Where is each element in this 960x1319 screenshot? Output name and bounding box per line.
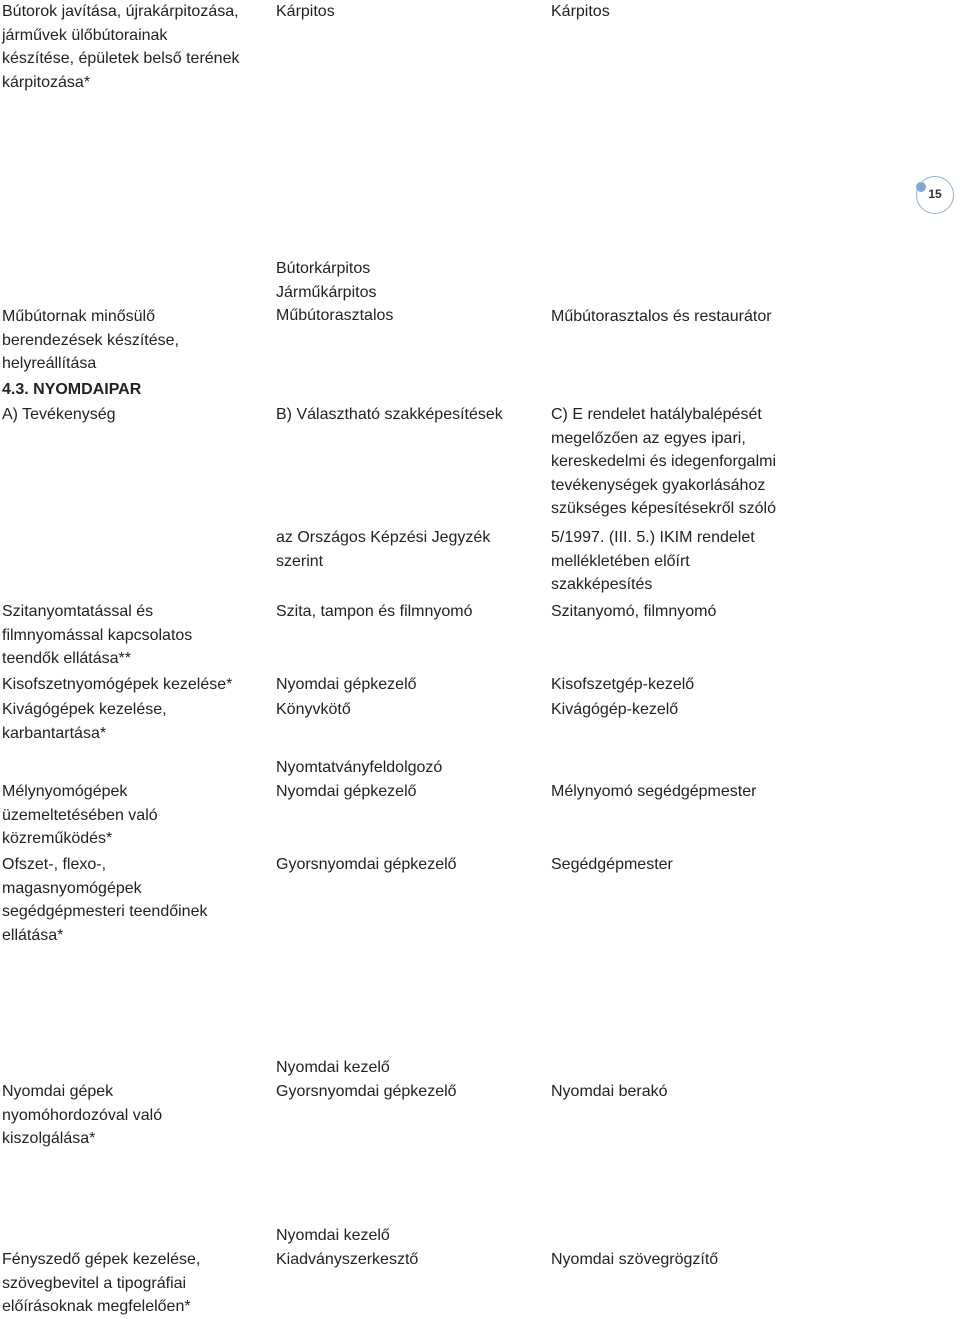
cell-line: szakképesítés [551, 576, 653, 593]
cell-line: Nyomdai gépek [2, 1083, 114, 1100]
table-cell-col1 [2, 673, 264, 697]
table-cell-col2 [276, 0, 538, 24]
cell-line: üzemeltetésében való [2, 806, 158, 824]
table-cell-col3 [551, 780, 951, 804]
cell-line: Bútorkárpitos [276, 260, 371, 277]
cell-line: helyreállítása [2, 355, 97, 372]
table-cell-col3 [551, 526, 951, 597]
cell-line: Szitanyomó, filmnyomó [551, 603, 717, 620]
cell-line: megelőzően az egyes ipari, [551, 429, 746, 447]
cell-line: segédgépmesteri teendőinek [2, 903, 208, 920]
table-cell-col1 [2, 305, 264, 376]
cell-line: Fényszedő gépek kezelése, [2, 1251, 201, 1268]
table-cell-col2 [276, 756, 538, 803]
cell-line: szükséges képesítésekről szóló [551, 500, 776, 517]
table-cell-col2 [276, 1056, 538, 1103]
table-cell-col2 [276, 257, 538, 328]
table-cell-col2 [276, 600, 538, 624]
cell-line: 5/1997. (III. 5.) IKIM rendelet [551, 529, 755, 546]
table-cell-col1 [2, 853, 264, 947]
table-cell-col2 [276, 1224, 538, 1271]
table-cell-col2 [276, 853, 538, 877]
cell-line: Szita, tampon és filmnyomó [276, 603, 473, 620]
cell-line: Kivágógépek kezelése, [2, 701, 167, 718]
table-cell-col3 [551, 673, 951, 697]
cell-line: Bútorok javítása, újrakárpitozása, [2, 3, 239, 20]
cell-line: nyomóhordozóval való [2, 1106, 163, 1124]
cell-line: Kisofszetnyomógépek kezelése* [2, 676, 233, 693]
table-cell-col2 [276, 526, 538, 573]
cell-line: Járműkárpitos [276, 283, 377, 301]
table-cell-col3 [551, 305, 951, 329]
table-cell-col3 [551, 853, 951, 877]
table-cell-col3 [551, 1080, 951, 1104]
table-cell-col1 [2, 378, 264, 402]
cell-line: Nyomdai berakó [551, 1083, 668, 1100]
cell-line: előírásoknak megfelelően* [2, 1298, 191, 1315]
cell-line: az Országos Képzési Jegyzék [276, 529, 491, 546]
table-cell-col3 [551, 1248, 951, 1272]
table-cell-col3 [551, 600, 951, 624]
cell-line: Gyorsnyomdai gépkezelő [276, 1082, 457, 1100]
table-cell-col2 [276, 403, 538, 427]
cell-line: 4.3. NYOMDAIPAR [2, 381, 142, 398]
cell-line: szövegbevitel a tipográfiai [2, 1274, 187, 1292]
cell-line: Kiadványszerkesztő [276, 1250, 419, 1268]
table-cell-col3 [551, 0, 951, 24]
table-cell-col3 [551, 403, 951, 521]
cell-line: tevékenységek gyakorlásához [551, 476, 766, 494]
cell-line: teendők ellátása** [2, 650, 131, 667]
cell-line: magasnyomógépek [2, 879, 142, 897]
cell-line: Nyomdai gépkezelő [276, 676, 417, 693]
cell-line: Nyomdai gépkezelő [276, 782, 417, 800]
cell-line: kiszolgálása* [2, 1130, 96, 1147]
cell-line: járművek ülőbútorainak [2, 26, 168, 44]
table-cell-col1 [2, 780, 264, 851]
page-number-badge: 15 [916, 176, 954, 214]
cell-line: Mélynyomógépek [2, 783, 128, 800]
cell-line: mellékletében előírt [551, 552, 690, 570]
cell-line: filmnyomással kapcsolatos [2, 626, 193, 644]
cell-line: Kárpitos [551, 3, 610, 20]
cell-line: közreműködés* [2, 830, 113, 847]
cell-line: kárpitozása* [2, 73, 91, 91]
table-cell-col1 [2, 698, 264, 745]
cell-line: C) E rendelet hatálybalépését [551, 406, 762, 423]
cell-line: A) Tevékenység [2, 406, 116, 423]
cell-line: Segédgépmester [551, 856, 673, 873]
cell-line: Nyomtatványfeldolgozó [276, 759, 443, 776]
cell-line: Kárpitos [276, 3, 335, 20]
table-cell-col1 [2, 1080, 264, 1151]
table-cell-col1 [2, 600, 264, 671]
cell-line: B) Választható szakképesítések [276, 406, 503, 423]
cell-line: készítése, épületek belső terének [2, 50, 240, 67]
cell-line: Gyorsnyomdai gépkezelő [276, 856, 457, 873]
cell-line: Mélynyomó segédgépmester [551, 783, 757, 800]
cell-line: Nyomdai szövegrögzítő [551, 1251, 719, 1268]
cell-line: Műbútorasztalos [276, 307, 394, 324]
cell-line: Nyomdai kezelő [276, 1059, 390, 1076]
cell-line: szerint [276, 552, 324, 570]
table-cell-col1 [2, 403, 264, 427]
table-cell-col2 [276, 673, 538, 697]
cell-line: Műbútorasztalos és restaurátor [551, 308, 772, 325]
cell-line: ellátása* [2, 926, 64, 944]
cell-line: kereskedelmi és idegenforgalmi [551, 453, 776, 470]
table-cell-col3 [551, 698, 951, 722]
cell-line: Ofszet-, flexo-, [2, 856, 107, 873]
table-cell-col1 [2, 0, 264, 94]
table-cell-col2 [276, 698, 538, 722]
cell-line: Műbútornak minősülő [2, 308, 155, 325]
cell-line: Kivágógép-kezelő [551, 701, 679, 718]
cell-line: Kisofszetgép-kezelő [551, 676, 695, 693]
cell-line: Könyvkötő [276, 701, 351, 718]
cell-line: berendezések készítése, [2, 331, 179, 349]
cell-line: karbantartása* [2, 724, 107, 742]
cell-line: Szitanyomtatással és [2, 603, 154, 620]
table-cell-col1 [2, 1248, 264, 1319]
cell-line: Nyomdai kezelő [276, 1227, 390, 1244]
